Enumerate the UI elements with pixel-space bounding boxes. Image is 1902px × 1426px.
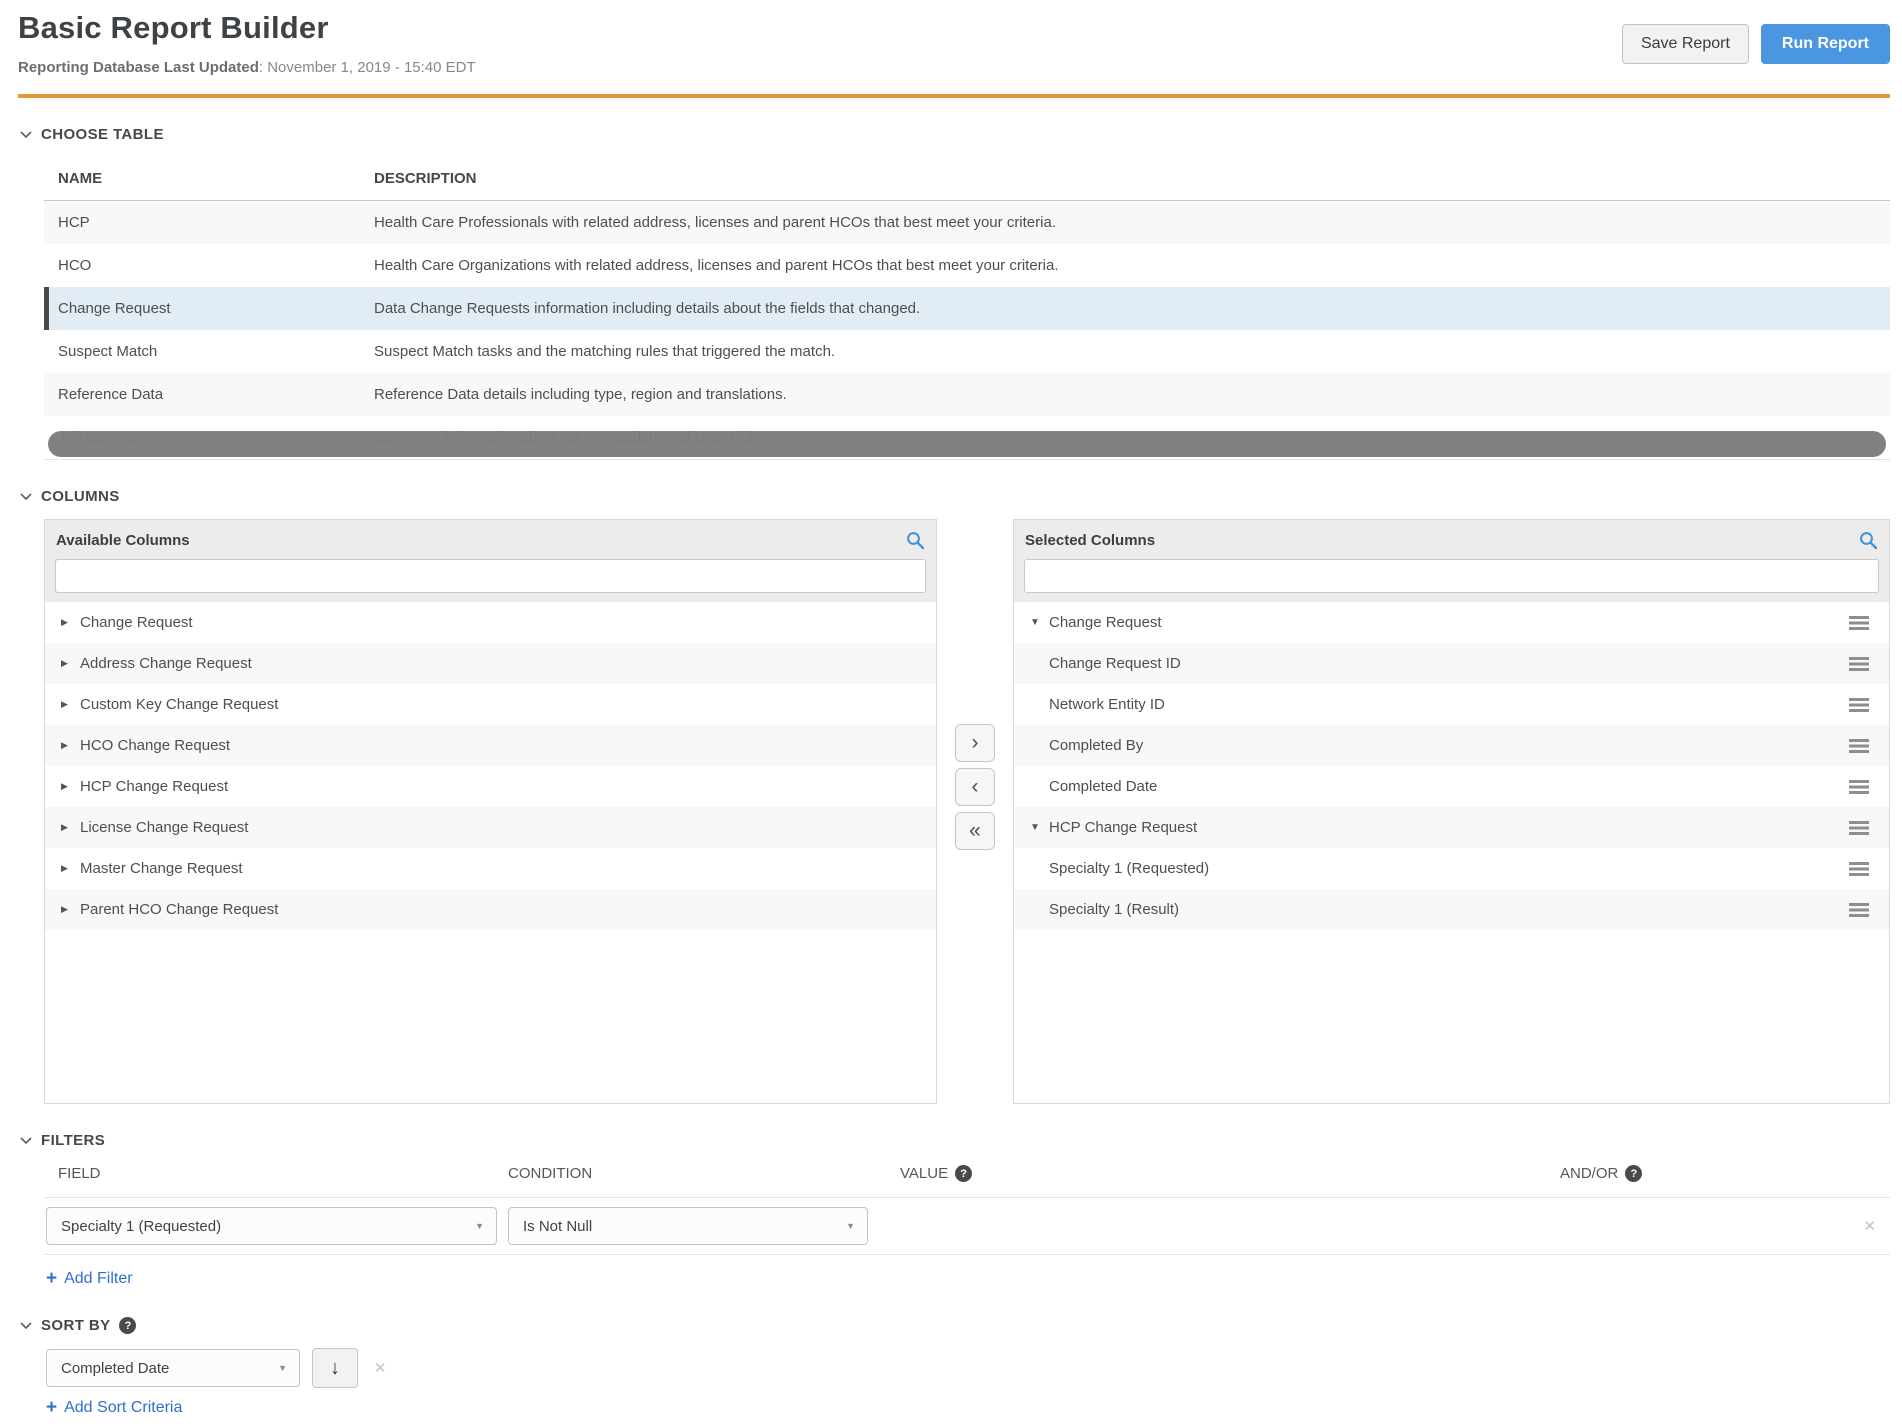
remove-sort-button[interactable]: ✕: [374, 1360, 387, 1377]
expand-right-icon[interactable]: ▶: [61, 658, 68, 668]
sort-by-section-toggle[interactable]: [20, 1317, 1890, 1334]
drag-handle-icon[interactable]: [1849, 739, 1869, 753]
db-last-updated-value: : November 1, 2019 - 15:40 EDT: [258, 59, 476, 76]
help-icon[interactable]: ?: [119, 1317, 136, 1334]
transfer-buttons: [937, 519, 1013, 1104]
search-icon[interactable]: [1859, 531, 1878, 550]
columns-section-title: COLUMNS: [41, 488, 120, 505]
move-all-left-button[interactable]: «: [955, 812, 995, 850]
add-sort-criteria-link[interactable]: [46, 1398, 182, 1417]
filter-condition-value: Is Not Null: [523, 1217, 593, 1235]
selected-column-item[interactable]: [1014, 725, 1889, 766]
available-columns-list: [45, 602, 936, 930]
columns-picker: [44, 519, 1890, 1104]
plus-icon: +: [46, 1397, 58, 1418]
expand-right-icon[interactable]: ▶: [61, 699, 68, 709]
expand-right-icon[interactable]: ▶: [61, 822, 68, 832]
item-label: Specialty 1 (Requested): [1049, 860, 1210, 877]
column-header-description: DESCRIPTION: [374, 170, 477, 187]
table-row-reference-data[interactable]: [44, 373, 1890, 416]
row-name: Reference Data: [58, 386, 164, 403]
table-row-hcp[interactable]: [44, 201, 1890, 244]
drag-handle-icon[interactable]: [1849, 657, 1869, 671]
row-name: Suspect Match: [58, 343, 158, 360]
filters-section-toggle[interactable]: [20, 1132, 1890, 1149]
choose-table-header-row: [44, 157, 1890, 201]
filter-header-value: [900, 1165, 972, 1182]
selected-column-item[interactable]: [1014, 766, 1889, 807]
filter-field-value: Specialty 1 (Requested): [61, 1217, 222, 1235]
filter-header-andor: [1560, 1165, 1642, 1182]
available-column-item[interactable]: [45, 684, 936, 725]
chevron-down-icon: [20, 493, 32, 501]
row-description: Health Care Professionals with related address, licenses and parent HCOs that best meet your criteria.: [374, 214, 1056, 231]
available-column-item[interactable]: [45, 807, 936, 848]
selected-column-item[interactable]: [1014, 643, 1889, 684]
remove-filter-button[interactable]: ✕: [1863, 1218, 1876, 1235]
chevron-down-icon: ▼: [846, 1221, 855, 1231]
available-column-item[interactable]: [45, 889, 936, 930]
filter-field-select[interactable]: [46, 1207, 497, 1245]
selected-column-group[interactable]: [1014, 602, 1889, 643]
selected-columns-header: [1014, 520, 1889, 602]
available-column-item[interactable]: [45, 766, 936, 807]
item-label: Change Request: [80, 614, 193, 631]
sort-by-section-title: SORT BY: [41, 1317, 111, 1334]
sort-field-value: Completed Date: [61, 1359, 170, 1377]
page-title: Basic Report Builder: [18, 10, 329, 45]
available-columns-search-input[interactable]: [55, 559, 926, 593]
add-filter-link[interactable]: [46, 1269, 133, 1288]
header-titles: [18, 10, 476, 76]
row-description: Reference Data details including type, region and translations.: [374, 386, 787, 403]
row-description: Suspect Match tasks and the matching rules that triggered the match.: [374, 343, 836, 360]
row-name: HCP: [58, 214, 90, 231]
row-description: Health Care Organizations with related address, licenses and parent HCOs that best meet your criteria.: [374, 257, 1059, 274]
filter-header-field: FIELD: [58, 1165, 101, 1182]
plus-icon: +: [46, 1268, 58, 1289]
filter-header-andor-label: AND/OR: [1560, 1165, 1619, 1182]
available-columns-panel: [44, 519, 937, 1104]
header-actions: [1622, 24, 1890, 64]
selected-columns-title: Selected Columns: [1025, 532, 1156, 549]
db-last-updated: [18, 59, 476, 76]
chevron-down-icon: [20, 1322, 32, 1330]
selected-column-item[interactable]: [1014, 889, 1889, 930]
expand-down-icon[interactable]: ▼: [1030, 617, 1040, 628]
table-row-job-summary[interactable]: [44, 416, 1890, 459]
filter-header-value-label: VALUE: [900, 1165, 949, 1182]
choose-table-section-title: CHOOSE TABLE: [41, 126, 164, 143]
add-filter-label: Add Filter: [64, 1269, 133, 1287]
available-columns-header: [45, 520, 936, 602]
drag-handle-icon[interactable]: [1849, 780, 1869, 794]
horizontal-scrollbar-thumb[interactable]: [48, 431, 1886, 457]
chevron-down-icon: [20, 1137, 32, 1145]
table-row-suspect-match[interactable]: [44, 330, 1890, 373]
save-report-button[interactable]: Save Report: [1622, 24, 1749, 64]
expand-right-icon[interactable]: ▶: [61, 740, 68, 750]
chevron-down-icon: [20, 131, 32, 139]
move-right-button[interactable]: ›: [955, 724, 995, 762]
item-label: Change Request: [1049, 614, 1162, 631]
expand-right-icon[interactable]: ▶: [61, 617, 68, 627]
row-name: Change Request: [58, 300, 171, 317]
item-label: HCP Change Request: [80, 778, 229, 795]
selected-columns-panel: [1013, 519, 1890, 1104]
item-label: HCP Change Request: [1049, 819, 1198, 836]
help-icon[interactable]: ?: [955, 1165, 972, 1182]
sort-row: [44, 1348, 1890, 1388]
drag-handle-icon[interactable]: [1849, 616, 1869, 630]
item-label: License Change Request: [80, 819, 249, 836]
expand-down-icon[interactable]: ▼: [1030, 822, 1040, 833]
drag-handle-icon[interactable]: [1849, 903, 1869, 917]
db-last-updated-label: Reporting Database Last Updated: [18, 59, 259, 76]
available-column-item[interactable]: [45, 725, 936, 766]
filter-column-headers: [44, 1165, 1890, 1185]
table-row-hco[interactable]: [44, 244, 1890, 287]
drag-handle-icon[interactable]: [1849, 698, 1869, 712]
chevron-down-icon: ▼: [278, 1363, 287, 1373]
filters-section-title: FILTERS: [41, 1132, 106, 1149]
item-label: Master Change Request: [80, 860, 243, 877]
choose-table-section-toggle[interactable]: [20, 126, 1890, 143]
chevron-down-icon: ▼: [475, 1221, 484, 1231]
filter-header-condition: CONDITION: [508, 1165, 593, 1182]
item-label: Address Change Request: [80, 655, 252, 672]
available-column-item[interactable]: [45, 643, 936, 684]
selected-column-group[interactable]: [1014, 807, 1889, 848]
choose-table: [44, 157, 1890, 460]
item-label: HCO Change Request: [80, 737, 231, 754]
selected-columns-list: [1014, 602, 1889, 930]
expand-right-icon[interactable]: ▶: [61, 863, 68, 873]
row-description: Data Change Requests information including details about the fields that changed.: [374, 300, 921, 317]
item-label: Custom Key Change Request: [80, 696, 279, 713]
item-label: Completed Date: [1049, 778, 1158, 795]
move-left-button[interactable]: ‹: [955, 768, 995, 806]
table-row-change-request[interactable]: [44, 287, 1890, 330]
columns-section-toggle[interactable]: [20, 488, 1890, 505]
drag-handle-icon[interactable]: [1849, 862, 1869, 876]
available-column-item[interactable]: [45, 602, 936, 643]
item-label: Change Request ID: [1049, 655, 1181, 672]
available-columns-title: Available Columns: [56, 532, 190, 549]
selected-column-item[interactable]: [1014, 684, 1889, 725]
sort-direction-button[interactable]: ↓: [312, 1348, 358, 1388]
add-sort-criteria-label: Add Sort Criteria: [64, 1398, 183, 1416]
column-header-name: NAME: [58, 170, 103, 187]
item-label: Specialty 1 (Result): [1049, 901, 1180, 918]
search-icon[interactable]: [906, 531, 925, 550]
filter-row: [44, 1197, 1890, 1255]
help-icon[interactable]: ?: [1625, 1165, 1642, 1182]
filter-condition-select[interactable]: [508, 1207, 868, 1245]
drag-handle-icon[interactable]: [1849, 821, 1869, 835]
item-label: Parent HCO Change Request: [80, 901, 279, 918]
item-label: Network Entity ID: [1049, 696, 1165, 713]
expand-right-icon[interactable]: ▶: [61, 904, 68, 914]
row-name: HCO: [58, 257, 92, 274]
item-label: Completed By: [1049, 737, 1144, 754]
expand-right-icon[interactable]: ▶: [61, 781, 68, 791]
selected-columns-search-input[interactable]: [1024, 559, 1879, 593]
run-report-button[interactable]: Run Report: [1761, 24, 1890, 64]
page-header: [18, 0, 1890, 98]
sort-field-select[interactable]: [46, 1349, 300, 1387]
available-column-item[interactable]: [45, 848, 936, 889]
selected-column-item[interactable]: [1014, 848, 1889, 889]
